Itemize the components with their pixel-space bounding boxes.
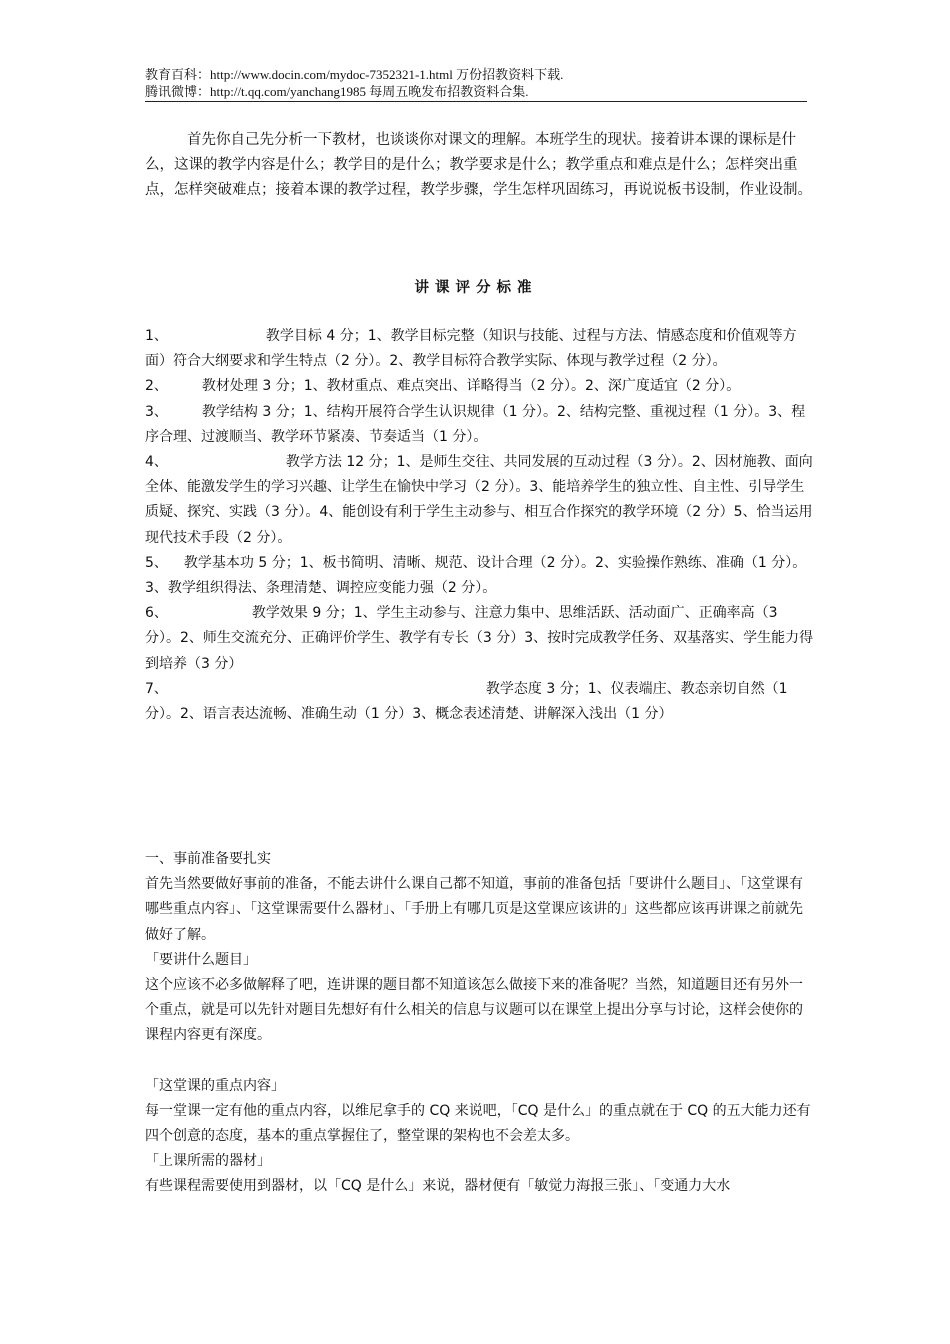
criteria-item-7 [145,677,815,727]
intro-paragraph: 首先你自己先分析一下教材，也谈谈你对课文的理解。本班学生的现状。接着讲本课的课标是什么，这课的教学内容是什么；教学目的是什么；教学要求是什么；教学重点和难点是什么；怎样突出重点，怎样突破难点；接着本课的教学过程，教学步骤，学生怎样巩固练习，再说说板书设制，作业设制。 [145,132,812,198]
criteria-item-5 [145,551,815,601]
subheading-topic: 「要讲什么题目」 [145,951,257,968]
criteria-list [145,324,815,727]
criteria-number: 2、 [145,378,168,395]
criteria-number: 4、 [145,454,168,471]
criteria-item-3 [145,400,815,450]
intro-section [145,128,815,203]
page-header [145,66,807,100]
header-line-weibo: 腾讯微博：http://t.qq.com/yanchang1985 每周五晚发布招教资料合集. [145,84,529,99]
criteria-number: 6、 [145,605,168,622]
criteria-text: 教学结构 3 分；1、结构开展符合学生认识规律（1 分）。2、结构完整、重视过程（1 分）。3、程序合理、过渡顺当、教学环节紧凑、节奏适当（1 分）。 [145,403,806,445]
preparation-section [145,847,815,1200]
criteria-text: 教学效果 9 分；1、学生主动参与、注意力集中、思维活跃、活动面广、正确率高（3 分）。2、师生交流充分、正确评价学生、教学有专长（3 分）3、按时完成教学任务、双基落实、学生能力得到培养（3 分） [145,605,814,672]
criteria-text: 教学态度 3 分；1、仪表端庄、教态亲切自然（1 分）。2、语言表达流畅、准确生动（1 分）3、概念表述清楚、讲解深入浅出（1 分） [145,680,788,723]
criteria-item-4 [145,450,815,551]
subheading-key-content: 「这堂课的重点内容」 [145,1077,285,1094]
criteria-number: 5、 [145,554,168,571]
criteria-number: 7、 [145,680,168,697]
header-divider [145,101,807,102]
subheading-equipment: 「上课所需的器材」 [145,1153,271,1170]
criteria-text: 教学目标 4 分；1、教学目标完整（知识与技能、过程与方法、情感态度和价值观等方面）符合大纲要求和学生特点（2 分）。2、教学目标符合教学实际、体现与教学过程（2 分）。 [145,328,797,370]
spacer [145,1049,815,1074]
section-heading: 一、事前准备要扎实 [145,851,271,867]
paragraph: 这个应该不必多做解释了吧，连讲课的题目都不知道该怎么做接下来的准备呢？当然，知道题目还有另外一个重点，就是可以先针对题目先想好有什么相关的信息与议题可以在课堂上提出分享与讨论，这样会使你的课程内容更有深度。 [145,977,803,1044]
paragraph: 每一堂课一定有他的重点内容，以维尼拿手的 CQ 来说吧，「CQ 是什么」的重点就在于 CQ 的五大能力还有四个创意的态度，基本的重点掌握住了，整堂课的架构也不会差太多。 [145,1102,811,1145]
paragraph: 首先当然要做好事前的准备，不能去讲什么课自己都不知道，事前的准备包括「要讲什么题目」、「这堂课有哪些重点内容」、「这堂课需要什么器材」、「手册上有哪几页是这堂课应该讲的」这些都应该再讲课之前就先做好了解。 [145,876,803,943]
criteria-item-1 [145,324,815,374]
section-title: 讲课评分标准 [414,280,538,296]
paragraph: 有些课程需要使用到器材，以「CQ 是什么」来说，器材便有「敏觉力海报三张」、「变通力大水 [145,1178,731,1195]
criteria-text: 教学方法 12 分；1、是师生交往、共同发展的互动过程（3 分）。2、因材施教、面向全体、能激发学生的学习兴趣、让学生在愉快中学习（2 分）。3、能培养学生的独立性、自主性、引导学生质疑、探究、实践（3 分）。4、能创设有利于学生主动参与、相互合作探究的教学环境（2 分）5、恰当运用现代技术手段（2 分）。 [145,454,813,546]
criteria-text: 教材处理 3 分；1、教材重点、难点突出、详略得当（2 分）。2、深广度适宜（2 分）。 [201,378,741,395]
header-line-docin: 教育百科：http://www.docin.com/mydoc-7352321-1.html 万份招教资料下载. [145,67,564,82]
criteria-number: 1、 [145,328,168,344]
criteria-item-2 [145,374,815,399]
criteria-text: 教学基本功 5 分；1、板书简明、清晰、规范、设计合理（2 分）。2、实验操作熟练、准确（1 分）。3、教学组织得法、条理清楚、调控应变能力强（2 分）。 [145,554,807,597]
criteria-item-6 [145,601,815,677]
criteria-number: 3、 [145,403,168,420]
